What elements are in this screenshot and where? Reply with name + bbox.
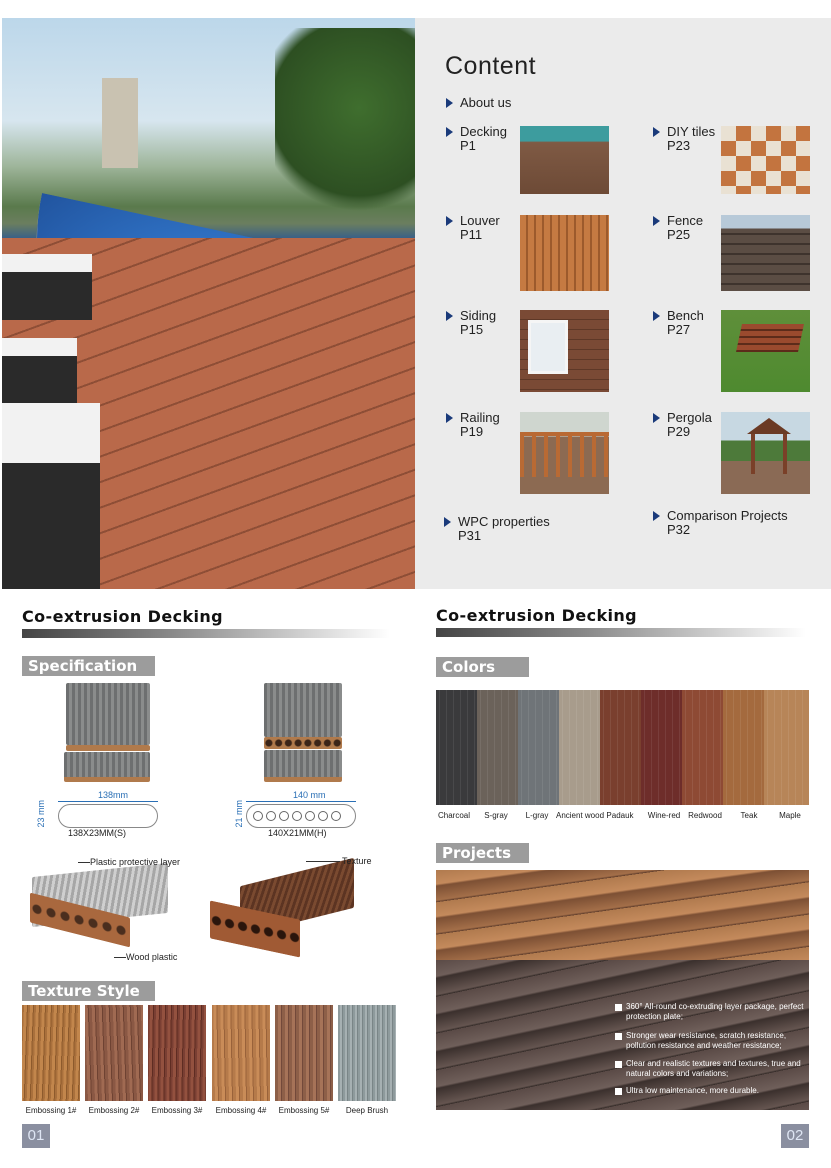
bench-icon [736,324,804,352]
hollow-height-dim: 21 mm [234,800,244,828]
color-swatch-charcoal [436,690,477,805]
decking-thumb [520,126,609,194]
texture-label: Embossing 2# [88,1106,140,1115]
arrow-icon [653,311,660,321]
toc-decking[interactable] [460,125,507,153]
texture-label: Embossing 4# [215,1106,267,1115]
toc-page: P31 [458,528,482,543]
toc-page: P29 [667,424,691,439]
color-label: L-gray [525,811,549,820]
color-label: Maple [779,811,801,820]
heading-underline [22,629,390,638]
toc-about-us[interactable] [460,96,511,110]
hole-icon [331,811,341,821]
bullet-square-icon [615,1004,622,1011]
hole-icon [305,811,315,821]
toc-label: Comparison Projects [667,508,788,523]
background-building [102,78,138,168]
arrow-icon [653,413,660,423]
arrow-icon [653,511,660,521]
arrow-icon [446,216,453,226]
toc-page: P27 [667,322,691,337]
color-label: Ancient wood [555,811,605,820]
texture-swatch-embossing-4 [212,1005,270,1101]
solid-board-edge [66,745,150,751]
bullet-square-icon [615,1061,622,1068]
railing-icon [520,432,609,477]
toc-page: P1 [460,138,476,153]
toc-label: Decking [460,124,507,139]
solid-profile-shape [58,804,158,828]
right-heading: Co-extrusion Decking [436,606,638,625]
color-label: Redwood [688,811,722,820]
fence-thumb [721,215,810,291]
bullet-square-icon [615,1033,622,1040]
arrow-icon [653,216,660,226]
solid-width-dim: 138mm [98,790,129,800]
color-swatch-l-gray [518,690,559,805]
hole-icon [253,811,263,821]
texture-swatch-embossing-3 [148,1005,206,1101]
page-number-left: 01 [22,1124,50,1148]
louver-thumb [520,215,609,291]
texture-swatch-embossing-1 [22,1005,80,1101]
arrow-icon [653,127,660,137]
hollow-board-holes [264,737,342,749]
toc-fence[interactable] [667,214,703,242]
toc-louver[interactable] [460,214,500,242]
toc-diy-tiles[interactable] [667,125,715,153]
hollow-board-bottom [264,750,342,782]
color-label: S-gray [484,811,508,820]
solid-board-bottom [64,752,150,782]
toc-page: P11 [460,227,483,242]
window-icon [528,320,568,374]
texture-swatch-deep-brush [338,1005,396,1101]
callout-protective-layer: Plastic protective layer [90,857,181,867]
feature-text: Stronger wear resistance, scratch resistance, pollution resistance and weather resistance; [626,1031,787,1050]
feature-text: Ultra low maintenance, more durable. [626,1086,759,1095]
callout-leader [306,861,340,862]
feature-item [626,1059,808,1079]
texture-style-tag: Texture Style [22,981,155,1001]
toc-bench[interactable] [667,309,704,337]
toc-label: DIY tiles [667,124,716,139]
toc-label: Bench [667,308,704,323]
toc-page: P25 [667,227,691,242]
texture-swatch-embossing-5 [275,1005,333,1101]
callout-leader [78,862,90,863]
color-swatch-wine-red [641,690,682,805]
railing-thumb [520,412,609,494]
pergola-posts-icon [751,434,787,474]
hole-icon [279,811,289,821]
arrow-icon [446,413,453,423]
hollow-board-top [264,683,342,737]
toc-label: About us [460,95,512,110]
callout-wood-plastic: Wood plastic [126,952,178,962]
projects-tag: Projects [436,843,529,863]
color-swatch-padauk [600,690,641,805]
dimension-line [58,801,158,802]
colors-tag: Colors [436,657,529,677]
toc-label: Fence [667,213,704,228]
background-trees [275,28,415,228]
hollow-width-dim: 140 mm [293,790,326,800]
feature-text: 360° All-round co-extruding layer package, perfect protection plate; [626,1002,804,1021]
toc-label: Siding [460,308,497,323]
color-label: Padauk [606,811,634,820]
color-swatch-s-gray [477,690,518,805]
arrow-icon [446,98,453,108]
toc-label: Railing [460,410,500,425]
solid-caption: 138X23MM(S) [68,828,127,838]
color-label: Wine-red [647,811,681,820]
bench-thumb [721,310,810,392]
arrow-icon [446,311,453,321]
toc-railing[interactable] [460,411,500,439]
content-title: Content [445,52,537,80]
hollow-caption: 140X21MM(H) [268,828,327,838]
heading-underline [436,628,806,637]
callout-texture: Texture [342,856,372,866]
toc-comparison-projects[interactable] [667,509,788,537]
color-label: Teak [740,811,758,820]
color-swatch-teak [723,690,764,805]
hole-icon [318,811,328,821]
specification-tag: Specification [22,656,155,676]
arrow-icon [444,517,451,527]
toc-siding[interactable] [460,309,496,337]
pergola-thumb [721,412,810,494]
texture-label: Embossing 3# [151,1106,203,1115]
callout-leader [114,957,126,958]
solid-board-top [66,683,150,745]
toc-label: Louver [460,213,500,228]
arrow-icon [446,127,453,137]
feature-item [626,1031,808,1051]
toc-page: P19 [460,424,484,439]
feature-item [626,1002,808,1022]
siding-thumb [520,310,609,392]
toc-pergola[interactable] [667,411,712,439]
toc-label: Pergola [667,410,712,425]
color-swatch-maple [764,690,809,805]
lounge-chair [2,403,100,589]
diy-tiles-thumb [721,126,810,194]
lounge-chair [2,254,92,320]
hole-icon [266,811,276,821]
solid-height-dim: 23 mm [36,800,46,828]
texture-swatch-embossing-2 [85,1005,143,1101]
left-heading: Co-extrusion Decking [22,607,224,626]
page-number-right: 02 [781,1124,809,1148]
hollow-profile-shape [246,804,356,828]
color-swatch-redwood [682,690,723,805]
toc-wpc-properties[interactable] [458,515,550,543]
hole-icon [292,811,302,821]
color-swatch-ancient-wood [559,690,600,805]
texture-label: Embossing 1# [25,1106,77,1115]
hero-pool-deck-photo [2,18,415,589]
toc-page: P15 [460,322,484,337]
texture-label: Embossing 5# [278,1106,330,1115]
toc-page: P32 [667,522,691,537]
dimension-line [246,801,356,802]
color-label: Charcoal [437,811,470,820]
pergola-roof-icon [747,418,791,434]
feature-item [626,1086,808,1096]
toc-label: WPC properties [458,514,550,529]
bullet-square-icon [615,1088,622,1095]
texture-label: Deep Brush [345,1106,389,1115]
toc-page: P23 [667,138,691,153]
feature-text: Clear and realistic textures and textures, true and natural colors and variations; [626,1059,801,1078]
